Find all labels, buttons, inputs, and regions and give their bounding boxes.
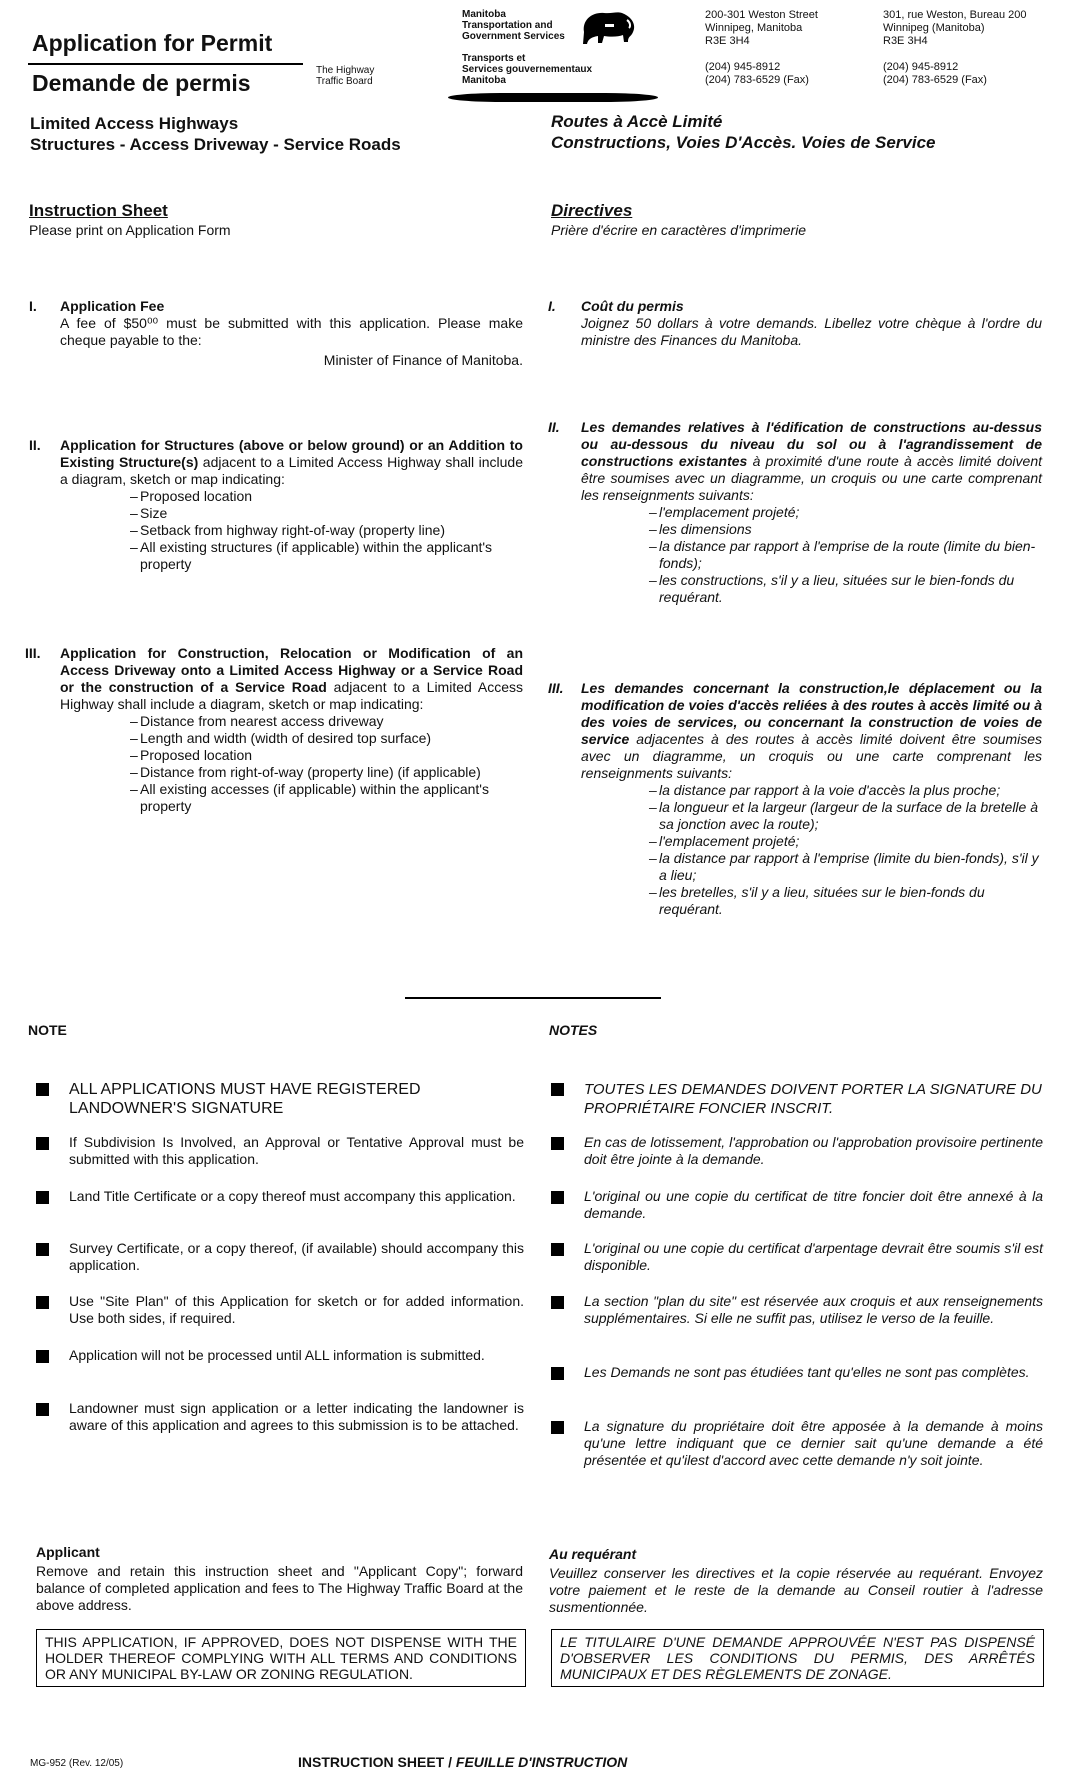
applicant-text-fr: Veuillez conserver les directives et la copie réservée au requérant. Envoyez votre paiement et le reste de la demande au Conseil routier à l'adresse susmentionnée. [549, 1565, 1043, 1615]
list-item: – All existing structures (if applicable) within the applicant's property [130, 539, 520, 573]
note-item-fr: TOUTES LES DEMANDES DOIVENT PORTER LA SIGNATURE DU PROPRIÉTAIRE FONCIER INSCRIT. [551, 1080, 1043, 1118]
list-item: – l'emplacement projeté; [649, 504, 1039, 521]
title-english: Application for Permit [32, 30, 273, 56]
note-item-fr: Les Demands ne sont pas étudiées tant qu'elles ne sont pas complètes. [551, 1364, 1043, 1381]
section-2-list [130, 488, 520, 573]
note-item-fr: L'original ou une copie du certificat d'arpentage devrait être soumis s'il est disponible. [551, 1240, 1043, 1274]
bullet-square-icon [36, 1296, 49, 1309]
section-1-number: I. [29, 298, 37, 314]
list-item: – la longueur et la largeur (largeur de la surface de la bretelle à sa jonction avec la route); [649, 799, 1039, 833]
bullet-square-icon [36, 1350, 49, 1363]
bison-logo-icon [578, 6, 640, 50]
bullet-square-icon [551, 1296, 564, 1309]
address-french: 301, rue Weston, Bureau 200 Winnipeg (Manitoba) R3E 3H4 (204) 945-8912 (204) 783-6529 (Fax) [883, 9, 1027, 86]
section-2-english: Application for Structures (above or below ground) or an Addition to Existing Structure(s) adjacent to a Limited Access Highway shall include a diagram, sketch or map indicating: – Proposed location – Size – Setback from highway right-of-way (property line) – All existing structures (if applicable) within the applicant's property [60, 437, 523, 573]
logo-underline-bar [448, 93, 658, 102]
bullet-square-icon [551, 1421, 564, 1434]
section-3-number-fr: III. [548, 680, 564, 696]
note-item-fr: La section "plan du site" est réservée aux croquis et aux renseignements supplémentaires. Si elle ne suffit pas, utilisez le verso de la feuille. [551, 1293, 1043, 1327]
list-item: – Distance from nearest access driveway [130, 713, 520, 730]
section-3-list-fr [649, 782, 1039, 918]
note-item-fr: En cas de lotissement, l'approbation ou l'approbation provisoire pertinente doit être jointe à la demande. [551, 1134, 1043, 1168]
list-item: – la distance par rapport à la voie d'accès la plus proche; [649, 782, 1039, 799]
department-french: Transports et Services gouvernementaux Manitoba [462, 53, 593, 86]
section-1-english: Application Fee A fee of $50⁰⁰ must be submitted with this application. Please make cheque payable to the: Minister of Finance of Manitoba. [60, 298, 523, 368]
bullet-square-icon [551, 1083, 564, 1096]
disclaimer-box-french: LE TITULAIRE D'UNE DEMANDE APPROUVÉE N'EST PAS DISPENSÉ D'OBSERVER LES CONDITIONS DU PERMIS, DES ARRÊTÉS MUNICIPAUX ET DES RÈGLEMENTS DE ZONAGE. [551, 1629, 1044, 1687]
address-english: 200-301 Weston Street Winnipeg, Manitoba R3E 3H4 (204) 945-8912 (204) 783-6529 (Fax) [705, 9, 818, 86]
note-heading: NOTE [28, 1022, 67, 1038]
list-item: – les dimensions [649, 521, 1039, 538]
note-item: Use "Site Plan" of this Application for sketch or for added information. Use both sides, if required. [36, 1293, 524, 1327]
section-2-number-fr: II. [548, 419, 560, 435]
applicant-text: Remove and retain this instruction sheet and "Applicant Copy"; forward balance of completed application and fees to The Highway Traffic Board at the above address. [36, 1563, 523, 1613]
section-3-english: Application for Construction, Relocation or Modification of an Access Driveway onto a Limited Access Highway or a Service Road or the construction of a Service Road adjacent to a Limited Access Highway shall include a diagram, sketch or map indicating: – Distance from nearest access driveway – Length and width (width of desired top surface) – Proposed location – Distance from right-of-way (property line) (if applicable) – All existing accesses (if applicable) within the applicant's property [60, 645, 523, 815]
list-item: – les constructions, s'il y a lieu, situées sur le bien-fonds du requérant. [649, 572, 1039, 606]
instruction-sheet-subheading: Please print on Application Form [29, 222, 231, 238]
bullet-square-icon [36, 1243, 49, 1256]
bullet-square-icon [36, 1137, 49, 1150]
section-1-french: Coût du permis Joignez 50 dollars à votre demands. Libellez votre chèque à l'ordre du ministre des Finances du Manitoba. [581, 298, 1042, 348]
subtitle-french: Routes à Accè Limité Constructions, Voies D'Accès. Voies de Service [551, 112, 936, 152]
note-item: Landowner must sign application or a letter indicating the landowner is aware of this application and agrees to this submission is to be attached. [36, 1400, 524, 1434]
note-item: If Subdivision Is Involved, an Approval or Tentative Approval must be submitted with this application. [36, 1134, 524, 1168]
title-divider [28, 63, 303, 65]
instruction-sheet-heading: Instruction Sheet [29, 201, 168, 220]
section-3-number: III. [25, 645, 41, 661]
note-item: Land Title Certificate or a copy thereof must accompany this application. [36, 1188, 524, 1205]
note-item: Application will not be processed until ALL information is submitted. [36, 1347, 524, 1364]
subtitle-english: Limited Access Highways Structures - Access Driveway - Service Roads [30, 114, 401, 154]
section-1-number-fr: I. [548, 298, 556, 314]
list-item: – Proposed location [130, 747, 520, 764]
section-2-list-fr [649, 504, 1039, 606]
list-item: – les bretelles, s'il y a lieu, situées sur le bien-fonds du requérant. [649, 884, 1039, 918]
directives-heading: Directives [551, 201, 633, 220]
bullet-square-icon [36, 1083, 49, 1096]
note-item-fr: La signature du propriétaire doit être apposée à la demande à moins qu'une lettre indiquant que ce dernier sait qu'une demande a été présentée et qu'ilest d'accord avec cette demande n'y soit jointe. [551, 1418, 1043, 1469]
section-2-french: Les demandes relatives à l'édification de constructions au-dessus ou au-dessous du niveau du sol ou à l'agrandissement de constructions existantes à proximité d'une route à accès limité doivent être soumises avec un diagramme, un croquis ou une carte comprenant les renseignments suivants: – l'emplacement projeté; – les dimensions – la distance par rapport à l'emprise de la route (limite du bien-fonds); – les constructions, s'il y a lieu, situées sur le bien-fonds du requérant. [581, 419, 1042, 606]
note-item-fr: L'original ou une copie du certificat de titre foncier doit être annexé à la demande. [551, 1188, 1043, 1222]
board-name: The Highway Traffic Board [316, 65, 375, 87]
list-item: – Size [130, 505, 520, 522]
list-item: – Proposed location [130, 488, 520, 505]
list-item: – l'emplacement projeté; [649, 833, 1039, 850]
list-item: – la distance par rapport à l'emprise de la route (limite du bien-fonds); [649, 538, 1039, 572]
section-3-list [130, 713, 520, 815]
applicant-heading-fr: Au requérant [549, 1546, 637, 1562]
list-item: – la distance par rapport à l'emprise (limite du bien-fonds), s'il y a lieu; [649, 850, 1039, 884]
bullet-square-icon [36, 1403, 49, 1416]
section-3-french: Les demandes concernant la construction,le déplacement ou la modification de voies d'accès reliées à des routes à accès limité ou à des voies de services, ou concernant la construction de voies de service adjacentes à des routes à accès limité doivent être soumises avec un diagramme, un croquis ou une carte comprenant les renseignments suivants: – la distance par rapport à la voie d'accès la plus proche; – la longueur et la largeur (largeur de la surface de la bretelle à sa jonction avec la route); – l'emplacement projeté; – la distance par rapport à l'emprise (limite du bien-fonds), s'il y a lieu; – les bretelles, s'il y a lieu, situées sur le bien-fonds du requérant. [581, 680, 1042, 918]
directives-subheading: Prière d'écrire en caractères d'imprimerie [551, 222, 807, 238]
list-item: – All existing accesses (if applicable) within the applicant's property [130, 781, 520, 815]
note-item: Survey Certificate, or a copy thereof, (if available) should accompany this application. [36, 1240, 524, 1274]
bullet-square-icon [551, 1137, 564, 1150]
disclaimer-box-english: THIS APPLICATION, IF APPROVED, DOES NOT DISPENSE WITH THE HOLDER THEREOF COMPLYING WITH ALL TERMS AND CONDITIONS OR ANY MUNICIPAL BY-LAW OR ZONING REGULATION. [36, 1629, 526, 1687]
list-item: – Distance from right-of-way (property line) (if applicable) [130, 764, 520, 781]
list-item: – Length and width (width of desired top surface) [130, 730, 520, 747]
bullet-square-icon [36, 1191, 49, 1204]
notes-heading-fr: NOTES [549, 1022, 598, 1038]
section-2-number: II. [29, 437, 41, 453]
bullet-square-icon [551, 1243, 564, 1256]
bullet-square-icon [551, 1367, 564, 1380]
bullet-square-icon [551, 1191, 564, 1204]
note-item: ALL APPLICATIONS MUST HAVE REGISTERED LANDOWNER'S SIGNATURE [36, 1080, 524, 1118]
title-french: Demande de permis [32, 70, 251, 96]
section-divider [405, 997, 661, 999]
applicant-heading: Applicant [36, 1544, 100, 1560]
department-english: Manitoba Transportation and Government Services [462, 9, 565, 42]
list-item: – Setback from highway right-of-way (property line) [130, 522, 520, 539]
footer-label: INSTRUCTION SHEET / FEUILLE D'INSTRUCTION [298, 1754, 628, 1770]
form-number: MG-952 (Rev. 12/05) [30, 1758, 124, 1769]
